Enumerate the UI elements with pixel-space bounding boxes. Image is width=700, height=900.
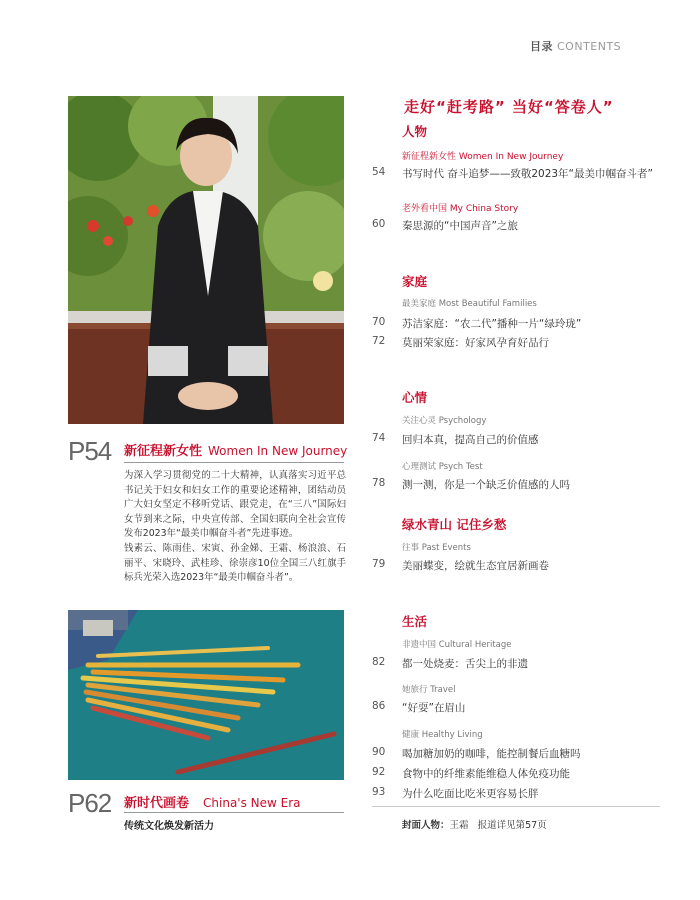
toc-page-number: 74 [372,432,386,444]
subsection-most-beautiful-families: 最美家庭 Most Beautiful Families [402,299,537,309]
toc-page-number: 93 [372,786,386,798]
feature2-subtitle: 传统文化焕发新活力 [124,821,214,832]
dragon-boat-photo [68,610,344,780]
bottom-rule [372,806,660,807]
toc-entry[interactable] [372,166,653,181]
toc-title: 莫丽荣家庭：好家风孕育好品行 [402,337,549,349]
feature1-rule [124,462,344,463]
feature2-title [124,792,301,811]
toc-page-number: 79 [372,558,386,570]
toc-entry[interactable] [372,746,581,761]
toc-page-number: 92 [372,766,386,778]
toc-entry[interactable] [372,477,570,492]
toc-title: 喝加糖加奶的咖啡，能控制餐后血糖吗 [402,748,581,760]
toc-entry[interactable] [372,700,465,715]
toc-title: 秦思源的“中国声音”之旅 [402,220,518,232]
section-title-people: 人物 [402,124,428,139]
toc-entry[interactable] [372,218,518,233]
toc-entry[interactable] [372,786,539,801]
toc-title: 都一处烧麦：舌尖上的非遗 [402,658,528,670]
headline: 走好“赶考路” 当好“答卷人” [404,98,614,116]
feature1-text: 为深入学习贯彻党的二十大精神，认真落实习近平总书记关于妇女和妇女工作的重要论述精神，团结动员广大妇女坚定不移听党话、跟党走，在“三八”国际妇女节到来之际，中央宣传部、全国妇联向全社会宣传发布2023年“最美巾帼奋斗者”先进事迹。 [124,470,346,540]
section-title-mood: 心情 [402,390,428,405]
subsection-travel: 她旅行 Travel [402,685,456,695]
subsection-my-china-story: 老外看中国 My China Story [402,204,519,214]
toc-page-number: 78 [372,477,386,489]
toc-title: 书写时代 奋斗追梦——致敬2023年“最美巾帼奋斗者” [402,168,653,180]
toc-entry[interactable] [372,432,539,447]
cover-reference: 报道详见第57页 [477,820,547,831]
section-title-green: 绿水青山 记住乡愁 [402,517,507,532]
feature1-title-en: Women In New Journey [208,444,348,458]
cover-name: 王霜 [449,820,469,831]
feature2-title-cn: 新时代画卷 [124,796,190,811]
toc-page-number: 54 [372,166,386,178]
section-title-family: 家庭 [402,274,428,289]
feature2-rule [124,812,344,813]
toc-title: 为什么吃面比吃米更容易长胖 [402,788,539,800]
toc-title: 美丽蝶变，绘就生态宜居新画卷 [402,560,549,572]
subsection-past-events: 往事 Past Events [402,543,471,553]
toc-page-number: 70 [372,316,386,328]
toc-page-number: 90 [372,746,386,758]
toc-title: “好耍”在眉山 [402,702,466,714]
subsection-healthy-living: 健康 Healthy Living [402,730,483,740]
feature2-title-en: China's New Era [203,796,301,810]
contents-header [530,38,670,54]
section-title-life: 生活 [402,614,428,629]
toc-page-number: 60 [372,218,386,230]
toc-title: 苏洁家庭：“农二代”播种一片“绿玲珑” [402,318,582,330]
toc-entry[interactable] [372,766,570,781]
contents-en: CONTENTS [557,40,622,53]
toc-page-number: 86 [372,700,386,712]
subsection-women-new-journey: 新征程新女性 Women In New Journey [402,152,564,162]
toc-page-number: 72 [372,335,386,347]
feature1-title-cn: 新征程新女性 [124,444,203,459]
toc-page-number: 82 [372,656,386,668]
portrait-photo [68,96,344,424]
toc-title: 测一测，你是一个缺乏价值感的人吗 [402,479,570,491]
feature1-text2: 钱素云、陈雨佳、宋寅、孙金娣、王霜、杨浪浪、石丽平、宋晓玲、武桂珍、徐崇彦10位全国三八红旗手标兵光荣入选2023年“最美巾帼奋斗者”。 [124,543,346,584]
contents-cn: 目录 [530,40,553,53]
toc-entry[interactable] [372,656,528,671]
feature1-page-label: P54 [68,436,112,466]
cover-label: 封面人物： [402,820,450,831]
toc-entry[interactable] [372,335,549,350]
toc-title: 回归本真，提高自己的价值感 [402,434,539,446]
feature1-title [124,440,347,459]
toc-entry[interactable] [372,316,581,331]
feature2-page-label: P62 [68,788,112,818]
subsection-cultural-heritage: 非遗中国 Cultural Heritage [402,640,512,650]
subsection-psych-test: 心理测试 Psych Test [402,462,483,472]
toc-entry[interactable] [372,558,549,573]
cover-note [402,817,547,831]
toc-title: 食物中的纤维素能维稳人体免疫功能 [402,768,570,780]
subsection-psychology: 关注心灵 Psychology [402,416,487,426]
